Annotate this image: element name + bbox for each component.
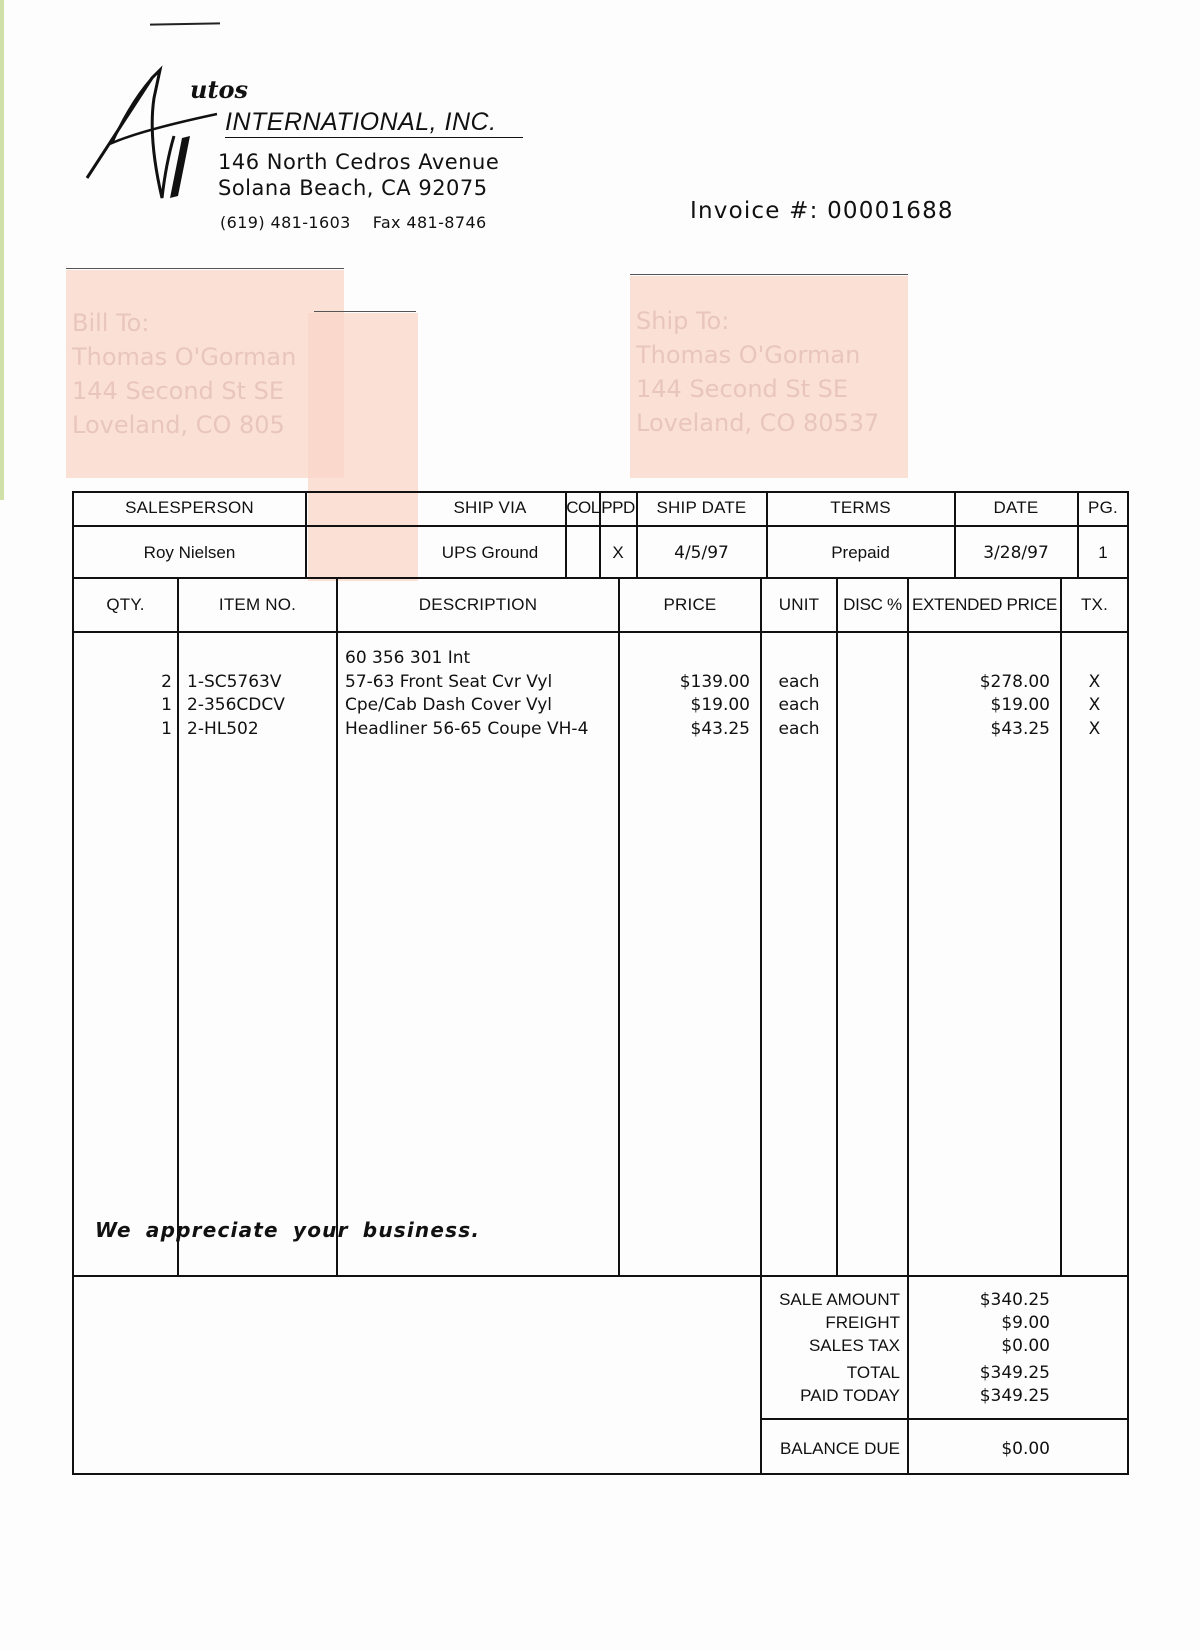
lines-qty: 2 1 1: [161, 671, 172, 739]
grid-line: [336, 577, 338, 1275]
svg-text:utos: utos: [190, 75, 249, 104]
hdr-ppd: PPD: [601, 498, 635, 517]
bill-to-label: Bill To:: [72, 309, 150, 337]
balance-due-label: BALANCE DUE: [780, 1439, 900, 1458]
grid-line: [72, 1275, 1129, 1277]
ship-to-street: 144 Second St SE: [636, 375, 849, 403]
grid-line: [72, 1473, 1129, 1475]
bill-to-block: [66, 270, 344, 478]
ship-to-city: Loveland, CO 80537: [636, 409, 880, 437]
grid-line: [72, 631, 1129, 633]
freight-value: $9.00: [1001, 1313, 1050, 1333]
hdr-ship-via: SHIP VIA: [453, 498, 527, 517]
ship-to-block: [630, 276, 908, 478]
col-description: DESCRIPTION: [418, 595, 538, 614]
lines-item-no: 1-SC5763V 2-356CDCV 2-HL502: [187, 671, 285, 739]
grid-line: [177, 577, 179, 1275]
hdr-salesperson: SALESPERSON: [125, 498, 254, 517]
grid-line: [72, 577, 1129, 579]
lines-price: $139.00 $19.00 $43.25: [679, 671, 750, 739]
col-price: PRICE: [663, 595, 717, 614]
address-line1: 146 North Cedros Avenue: [218, 150, 500, 174]
sticky-patch: [308, 313, 418, 581]
bill-to-rule: [66, 268, 344, 269]
sticky-rule: [314, 311, 416, 312]
phone: (619) 481-1603: [220, 213, 351, 232]
logo-underline: [225, 137, 523, 138]
pen-mark: [150, 22, 220, 25]
hdr-ship-date: SHIP DATE: [656, 498, 747, 517]
val-ship-date: 4/5/97: [674, 543, 729, 563]
lines-extended: $278.00 $19.00 $43.25: [979, 671, 1050, 739]
hdr-col: COL: [566, 498, 600, 517]
val-terms: Prepaid: [831, 543, 890, 562]
total-label: TOTAL: [846, 1363, 900, 1382]
grid-line: [72, 491, 74, 1475]
val-date: 3/28/97: [983, 543, 1049, 563]
ship-to-rule: [630, 274, 908, 275]
col-unit: UNIT: [778, 595, 820, 614]
phone-fax: [220, 213, 487, 232]
balance-due-value: $0.00: [1001, 1439, 1050, 1459]
hdr-pg: PG.: [1088, 498, 1118, 517]
bill-to-name: Thomas O'Gorman: [72, 343, 297, 371]
thank-you-note: We appreciate your business.: [95, 1218, 481, 1242]
invoice-value: 00001688: [827, 198, 954, 224]
address-line2: Solana Beach, CA 92075: [218, 176, 488, 200]
freight-label: FREIGHT: [825, 1313, 900, 1332]
lines-unit: each each each: [778, 671, 820, 739]
sales-tax-value: $0.00: [1001, 1336, 1050, 1356]
hdr-date: DATE: [993, 498, 1039, 517]
paid-today-value: $349.25: [979, 1386, 1050, 1406]
total-value: $349.25: [979, 1363, 1050, 1383]
grid-line: [305, 491, 307, 577]
val-pg: 1: [1098, 543, 1108, 562]
val-ppd: X: [612, 543, 624, 562]
fax: Fax 481-8746: [372, 213, 487, 232]
grid-line: [836, 577, 838, 1275]
ship-to-label: Ship To:: [636, 307, 730, 335]
sale-amount-value: $340.25: [979, 1290, 1050, 1310]
grid-line: [1127, 491, 1129, 1475]
lines-description: 60 356 301 Int 57-63 Front Seat Cvr Vyl Cpe/Cab Dash Cover Vyl Headliner 56-65 Coupe VH-4: [345, 648, 589, 739]
lines-tx: X X X: [1088, 671, 1101, 739]
grid-line: [760, 1418, 1129, 1420]
company-name: INTERNATIONAL, INC.: [225, 108, 497, 136]
col-tx: TX.: [1080, 595, 1109, 614]
paid-today-label: PAID TODAY: [800, 1386, 900, 1405]
invoice-number: [690, 198, 954, 224]
bill-to-city: Loveland, CO 805: [72, 411, 285, 439]
invoice-label: Invoice #:: [690, 198, 819, 224]
col-qty: QTY.: [106, 595, 145, 614]
col-disc: DISC %: [843, 595, 902, 614]
col-extended: EXTENDED PRICE: [911, 595, 1058, 614]
val-ship-via: UPS Ground: [441, 543, 539, 562]
val-salesperson: Roy Nielsen: [143, 543, 236, 562]
sale-amount-label: SALE AMOUNT: [779, 1290, 900, 1309]
bill-to-street: 144 Second St SE: [72, 377, 285, 405]
col-item-no: ITEM NO.: [218, 595, 297, 614]
scan-edge: [0, 0, 4, 500]
ship-to-name: Thomas O'Gorman: [636, 341, 861, 369]
sales-tax-label: SALES TAX: [808, 1336, 900, 1355]
hdr-terms: TERMS: [830, 498, 891, 517]
